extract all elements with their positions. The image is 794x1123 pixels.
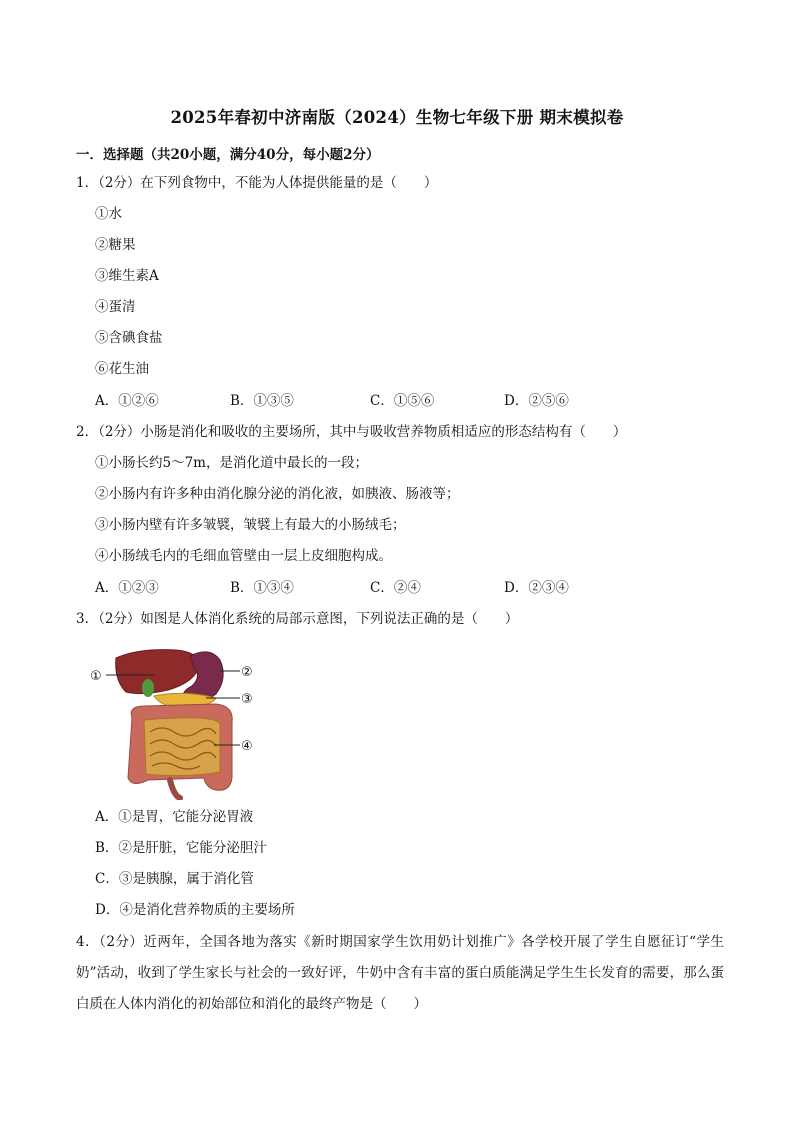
choice-b: B．①③⑤ xyxy=(230,393,294,409)
question-1-choices xyxy=(95,391,695,411)
question-2-item: ②小肠内有许多种由消化腺分泌的消化液，如胰液、肠液等； xyxy=(95,486,460,502)
choice-a: A．①②③ xyxy=(95,580,159,596)
choice-d: D．②⑤⑥ xyxy=(504,393,569,409)
question-3-choice-b: B．②是肝脏，它能分泌胆汁 xyxy=(95,840,267,856)
question-2-choices xyxy=(95,578,695,598)
rectum-shape xyxy=(170,780,180,798)
question-1-item: ②糖果 xyxy=(95,237,136,253)
digestive-system-diagram xyxy=(88,640,278,800)
choice-a: A．①②⑥ xyxy=(95,393,159,409)
label-4: ④ xyxy=(241,739,253,754)
exam-title: 2025年春初中济南版（2024）生物七年级下册 期末模拟卷 xyxy=(170,108,624,127)
question-1-item: ⑤含碘食盐 xyxy=(95,330,163,346)
choice-c: C．①⑤⑥ xyxy=(370,393,435,409)
choice-c: C．②④ xyxy=(370,580,421,596)
question-1-item: ④蛋清 xyxy=(95,299,136,315)
section-heading: 一．选择题（共20小题，满分40分，每小题2分） xyxy=(76,147,380,163)
question-2-item: ③小肠内壁有许多皱襞，皱襞上有最大的小肠绒毛； xyxy=(95,517,406,533)
question-1-item: ①水 xyxy=(95,206,122,222)
gallbladder-shape xyxy=(142,679,154,697)
liver-shape xyxy=(116,650,200,694)
choice-b: B．①③④ xyxy=(230,580,294,596)
label-3: ③ xyxy=(241,692,253,707)
question-1-stem: 1．（2分）在下列食物中，不能为人体提供能量的是（ ） xyxy=(76,175,438,191)
choice-d: D．②③④ xyxy=(504,580,569,596)
label-2: ② xyxy=(241,665,253,680)
question-3-choice-d: D．④是消化营养物质的主要场所 xyxy=(95,902,295,918)
question-3-stem: 3．（2分）如图是人体消化系统的局部示意图，下列说法正确的是（ ） xyxy=(76,611,519,627)
question-3-choice-a: A．①是胃，它能分泌胃液 xyxy=(95,809,254,825)
digestive-system-figure xyxy=(88,640,278,800)
question-1-item: ⑥花生油 xyxy=(95,361,149,377)
label-1: ① xyxy=(90,669,102,684)
question-2-item: ④小肠绒毛内的毛细血管壁由一层上皮细胞构成。 xyxy=(95,548,392,564)
question-4-stem: 4．（2分）近两年，全国各地为落实《新时期国家学生饮用奶计划推广》各学校开展了学生自愿征订“学生奶”活动，收到了学生家长与社会的一致好评，牛奶中含有丰富的蛋白质能满足学生生长发育的需要，那么蛋白质在人体内消化的初始部位和消化的最终产物是（ ） xyxy=(76,934,724,1012)
question-2-item: ①小肠长约5～7m，是消化道中最长的一段； xyxy=(95,455,368,471)
small-intestine-shape xyxy=(144,718,220,776)
question-3-choice-c: C．③是胰腺，属于消化管 xyxy=(95,871,254,887)
question-1-item: ③维生素A xyxy=(95,268,159,284)
question-2-stem: 2．（2分）小肠是消化和吸收的主要场所，其中与吸收营养物质相适应的形态结构有（ ） xyxy=(76,424,627,440)
